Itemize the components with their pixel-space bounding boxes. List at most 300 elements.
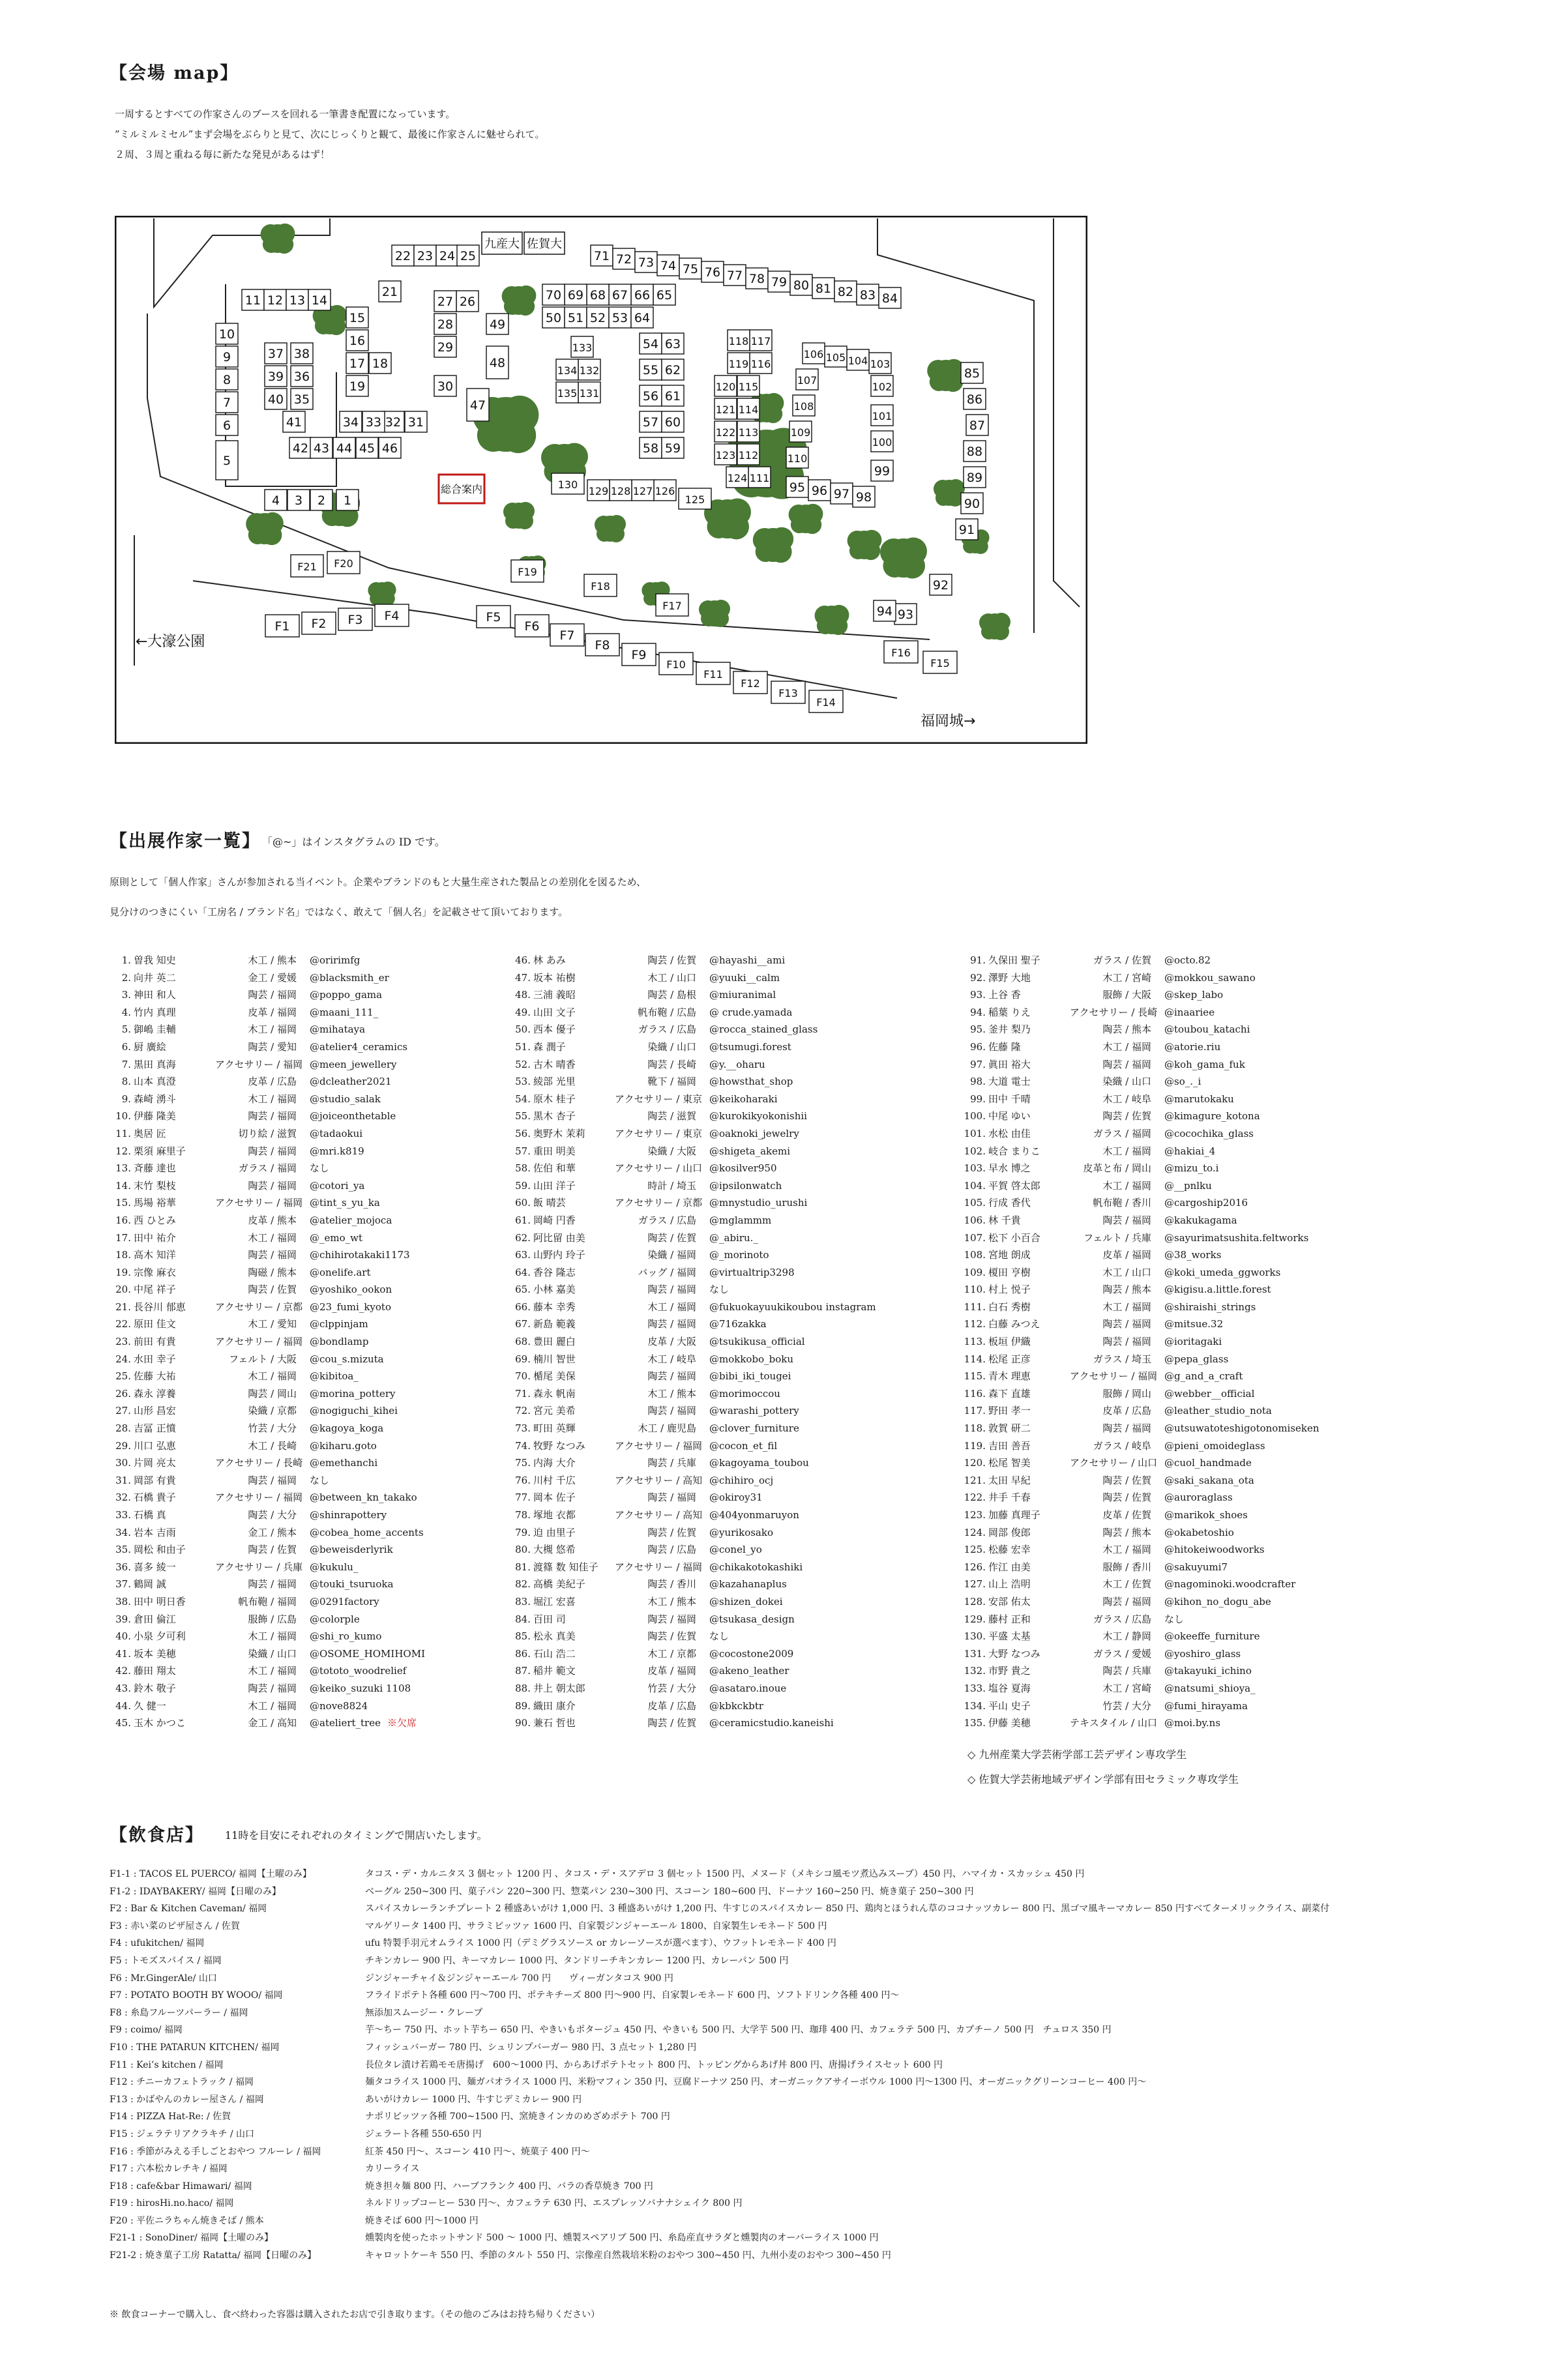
artist-craft: 陶芸 / 佐賀 xyxy=(248,1284,297,1296)
artist-row xyxy=(954,1315,1319,1333)
booth-label: 116 xyxy=(750,358,771,370)
artist-number: 76. xyxy=(515,1474,531,1486)
artist-name: 安部 佑太 xyxy=(988,1595,1031,1608)
artist-craft: 陶芸 / 佐賀 xyxy=(248,1544,297,1556)
artist-name: 森崎 湧斗 xyxy=(134,1093,176,1105)
artist-name: 松永 真美 xyxy=(533,1630,576,1643)
artist-instagram: なし xyxy=(709,1630,729,1643)
artist-name: 織田 康介 xyxy=(533,1699,576,1712)
food-row xyxy=(110,1918,1329,1935)
artist-craft: 金工 / 熊本 xyxy=(248,1526,297,1538)
food-row xyxy=(110,2212,1329,2230)
artist-number: 65. xyxy=(515,1284,531,1296)
artist-craft: 皮革 / 佐賀 xyxy=(1102,1509,1151,1521)
artist-craft: 木工 / 福岡 xyxy=(248,1231,297,1244)
artist-craft: 陶芸 / 熊本 xyxy=(1102,1023,1151,1036)
artist-number: 27. xyxy=(115,1405,131,1417)
artist-number: 89. xyxy=(515,1699,531,1712)
booth-label: 54 xyxy=(642,337,659,351)
booth-label: 51 xyxy=(567,311,584,325)
artist-name: 林 千貴 xyxy=(988,1214,1021,1226)
artist-craft: 木工 / 京都 xyxy=(647,1647,696,1660)
booth-label: 35 xyxy=(293,392,310,407)
artist-craft: アクセサリー / 福岡 xyxy=(615,1439,703,1452)
artist-instagram: @23_fumi_kyoto xyxy=(310,1300,391,1313)
artist-column-3 xyxy=(954,952,1319,1732)
artist-name: 藤本 幸秀 xyxy=(533,1300,576,1313)
artist-row xyxy=(954,1680,1319,1697)
artist-number: 56. xyxy=(515,1127,531,1139)
artist-row xyxy=(503,1073,876,1091)
booth-label: 13 xyxy=(289,293,306,308)
tree-icon xyxy=(764,405,783,424)
artist-row xyxy=(954,1714,1319,1732)
artist-row xyxy=(503,1593,876,1611)
food-heading: 【飲食店】 xyxy=(110,1825,204,1845)
artist-row xyxy=(954,1593,1319,1611)
artist-row xyxy=(954,1143,1319,1160)
artist-row xyxy=(110,952,425,969)
booth-label: F3 xyxy=(347,613,363,627)
artist-instagram: @chikakotokashiki xyxy=(709,1561,803,1573)
artist-craft: 木工 / 愛知 xyxy=(248,1318,297,1330)
artist-craft: アクセサリー / 高知 xyxy=(615,1474,703,1486)
artist-name: 片岡 亮太 xyxy=(134,1457,176,1469)
booth-label: 127 xyxy=(632,485,653,497)
artist-name: 百田 司 xyxy=(533,1613,566,1625)
artist-number: 125. xyxy=(964,1544,986,1556)
booth-label: 135 xyxy=(557,387,578,400)
booth-label: 106 xyxy=(803,348,824,360)
artist-craft: 陶芸 / 福岡 xyxy=(248,1145,297,1157)
food-menu: ufu 特製手羽元オムライス 1000 円（デミグラスソース or カレーソースが選べます）、ウフットレモネード 400 円 xyxy=(365,1938,836,1949)
artist-instagram: @_abiru._ xyxy=(709,1231,758,1244)
artist-name: 山上 浩明 xyxy=(988,1578,1031,1591)
artist-number: 35. xyxy=(115,1544,131,1556)
policy-line: 見分けのつきにくい「工房名 / ブランド名」ではなく、敢えて「個人名」を記載させて頂いております。 xyxy=(110,906,568,918)
artist-name: 坂本 祐樹 xyxy=(533,971,576,984)
tree-icon xyxy=(803,516,822,535)
booth-label: 93 xyxy=(897,608,914,622)
booth-label: 50 xyxy=(545,311,562,325)
absent-mark: ※欠席 xyxy=(387,1717,417,1729)
artist-craft: 陶芸 / 福岡 xyxy=(248,1249,297,1261)
artist-number: 98. xyxy=(970,1076,986,1088)
artist-name: 坂本 美穂 xyxy=(134,1647,176,1660)
artist-number: 3. xyxy=(121,989,131,1001)
artist-name: 塩谷 夏海 xyxy=(988,1682,1031,1694)
booth-label: 34 xyxy=(342,415,359,430)
artist-instagram: @saki_sakana_ota xyxy=(1164,1474,1254,1486)
artist-name: 澤野 大地 xyxy=(988,971,1031,984)
artist-craft: 陶芸 / 滋賀 xyxy=(647,1110,696,1123)
artist-name: 塚地 衣都 xyxy=(533,1509,576,1521)
artist-name: 楠川 智世 xyxy=(533,1353,576,1365)
artist-craft: 木工 / 福岡 xyxy=(248,1370,297,1383)
booth-label: 85 xyxy=(964,366,980,381)
artist-row xyxy=(110,1108,425,1125)
booth-label: 61 xyxy=(664,389,681,404)
artist-craft: 木工 / 熊本 xyxy=(647,1387,696,1400)
artist-row xyxy=(503,1125,876,1143)
artist-instagram: @poppo_gama xyxy=(310,989,383,1001)
artist-row xyxy=(954,1420,1319,1437)
artist-row xyxy=(110,1541,425,1559)
booth-label: 5 xyxy=(222,454,231,468)
artist-craft: 陶芸 / 熊本 xyxy=(1102,1284,1151,1296)
artist-instagram: @nogiguchi_kihei xyxy=(310,1405,398,1417)
artist-craft: 木工 / 福岡 xyxy=(1102,1300,1151,1313)
booth-label: F4 xyxy=(384,609,400,623)
artist-name: 原木 桂子 xyxy=(533,1093,576,1105)
artist-row xyxy=(954,1194,1319,1212)
artist-craft: 陶芸 / 愛知 xyxy=(248,1040,297,1053)
artist-craft: 陶芸 / 兵庫 xyxy=(1102,1665,1151,1677)
artist-row xyxy=(954,1004,1319,1021)
booth-label: 33 xyxy=(365,415,382,430)
artist-row xyxy=(954,1038,1319,1056)
food-vendor: F5 : トモズスパイス / 福岡 xyxy=(110,1955,222,1966)
artist-craft: 陶芸 / 福岡 xyxy=(647,1370,696,1383)
artist-name: 馬場 裕華 xyxy=(134,1197,176,1209)
saga-label: 佐賀大 xyxy=(527,237,562,251)
booth-label: F20 xyxy=(334,557,353,570)
artist-instagram: @tint_s_yu_ka xyxy=(310,1197,380,1209)
booth-label: 62 xyxy=(664,363,681,377)
artist-row xyxy=(954,1021,1319,1038)
artist-instagram: @miuranimal xyxy=(709,989,776,1001)
artist-number: 102. xyxy=(964,1145,986,1157)
artist-craft: 陶芸 / 福岡 xyxy=(647,1491,696,1504)
booth-label: 96 xyxy=(811,484,828,498)
booth-label: 49 xyxy=(489,317,506,332)
artist-number: 42. xyxy=(115,1665,131,1677)
booth-label: 100 xyxy=(872,436,892,448)
food-vendor: F15 : ジェラテリアクラキチ / 山口 xyxy=(110,2128,255,2139)
artist-craft: ガラス / 広島 xyxy=(638,1023,696,1036)
food-row xyxy=(110,2039,1329,2057)
artist-craft: アクセサリー / 福岡 xyxy=(215,1058,303,1070)
food-vendor: F3 : 赤い菜のピザ屋さん / 佐賀 xyxy=(110,1920,240,1932)
food-row xyxy=(110,1952,1329,1970)
artist-instagram: @cargoship2016 xyxy=(1164,1197,1248,1209)
artist-name: 岡崎 円香 xyxy=(533,1214,576,1226)
artist-instagram: @mokkobo_boku xyxy=(709,1353,793,1365)
artist-craft: 陶芸 / 佐賀 xyxy=(1102,1474,1151,1486)
artist-row xyxy=(110,1299,425,1316)
artist-instagram: @kagoyama_toubou xyxy=(709,1457,809,1469)
artist-row xyxy=(503,1437,876,1455)
artist-instagram: @yuuki__calm xyxy=(709,971,780,984)
artist-instagram: @asataro.inoue xyxy=(709,1682,787,1694)
food-row xyxy=(110,2247,1329,2265)
artist-instagram: @cobea_home_accents xyxy=(310,1526,424,1538)
artist-instagram: @chihiro_ocj xyxy=(709,1474,774,1486)
booth-label: F13 xyxy=(778,687,798,699)
booth-label: 101 xyxy=(872,410,892,422)
booth-label: 39 xyxy=(267,370,284,384)
artist-number: 83. xyxy=(515,1595,531,1608)
artist-instagram: @atelier_mojoca xyxy=(310,1214,392,1226)
artist-number: 47. xyxy=(515,971,531,984)
food-menu: キャロットケーキ 550 円、季節のタルト 550 円、宗像産自然栽培米粉のおやつ 300~450 円、九州小麦のおやつ 300~450 円 xyxy=(365,2250,891,2261)
artist-name: 太田 早紀 xyxy=(988,1474,1031,1486)
artist-number: 127. xyxy=(964,1578,986,1591)
artist-name: 岡本 佐子 xyxy=(533,1491,576,1504)
food-menu: 焼きそば 600 円～1000 円 xyxy=(365,2215,479,2226)
booth-label: 57 xyxy=(642,415,659,430)
booth-label: 41 xyxy=(286,415,302,430)
booth-label: F8 xyxy=(595,638,610,653)
tree-icon xyxy=(608,525,625,542)
booth-label: 38 xyxy=(293,347,310,361)
food-row xyxy=(110,1987,1329,2005)
artist-number: 123. xyxy=(964,1509,986,1521)
booth-label: 88 xyxy=(966,445,983,459)
artist-row xyxy=(954,1489,1319,1506)
artist-row xyxy=(503,1143,876,1160)
artist-name: 野田 孝一 xyxy=(988,1405,1031,1417)
artist-number: 87. xyxy=(515,1665,531,1677)
artist-number: 60. xyxy=(515,1197,531,1209)
booth-label: 58 xyxy=(642,441,659,456)
artist-instagram: @leather_studio_nota xyxy=(1164,1405,1272,1417)
venue-map-heading: 【会場 map】 xyxy=(110,63,239,83)
artist-name: 山田 洋子 xyxy=(533,1179,576,1192)
artist-row xyxy=(110,969,425,987)
artist-row xyxy=(503,1177,876,1195)
food-vendor: F21-1 : SonoDiner/ 福岡【土曜のみ】 xyxy=(110,2233,274,2244)
artist-number: 41. xyxy=(115,1647,131,1660)
tree-icon xyxy=(261,525,282,545)
artist-number: 128. xyxy=(964,1595,986,1608)
booth-label: 122 xyxy=(715,426,736,439)
booth-label: F15 xyxy=(930,657,950,669)
artist-column-2 xyxy=(503,952,876,1732)
food-vendor: F16 : 季節がみえる手しごとおやつ フルーレ / 福岡 xyxy=(110,2146,321,2157)
food-row xyxy=(110,2143,1329,2161)
artist-number: 31. xyxy=(115,1474,131,1486)
tree-icon xyxy=(862,542,881,561)
artist-name: 迫 由里子 xyxy=(533,1526,576,1538)
booth-label: F2 xyxy=(311,617,327,631)
artist-row xyxy=(110,1714,425,1732)
booth-label: F17 xyxy=(662,600,682,612)
food-note: 11時を目安にそれぞれのタイミングで開店いたします。 xyxy=(225,1829,488,1842)
intro-line: 一周するとすべての作家さんのブースを回れる一筆書き配置になっています。 xyxy=(115,108,456,120)
tree-icon xyxy=(973,539,988,554)
artist-row xyxy=(954,1091,1319,1108)
artist-craft: 陶芸 / 福岡 xyxy=(248,989,297,1001)
artist-instagram: @dcleather2021 xyxy=(310,1076,392,1088)
artist-name: 牧野 なつみ xyxy=(533,1439,585,1452)
booth-label: 25 xyxy=(460,249,477,263)
booth-label: 111 xyxy=(749,472,770,484)
artist-row xyxy=(110,1229,425,1247)
artist-instagram: @kakukagama xyxy=(1164,1214,1237,1226)
artist-number: 105. xyxy=(964,1197,986,1209)
artist-name: 森永 帆南 xyxy=(533,1387,576,1400)
artist-name: 伊藤 美穂 xyxy=(988,1717,1031,1729)
tree-icon xyxy=(327,317,346,336)
artist-craft: 木工 / 岐阜 xyxy=(647,1353,696,1365)
artist-row xyxy=(110,1056,425,1074)
artist-instagram: @cocon_et_fil xyxy=(709,1439,778,1452)
artist-instagram: @natsumi_shioya_ xyxy=(1164,1682,1256,1694)
artist-name: 田中 祐介 xyxy=(134,1231,176,1244)
artist-number: 107. xyxy=(964,1231,986,1244)
artist-instagram: @pieni_omoideglass xyxy=(1164,1439,1265,1452)
booth-label: 7 xyxy=(222,396,231,410)
booth-label: 89 xyxy=(966,471,983,485)
artist-name: 行成 香代 xyxy=(988,1197,1031,1209)
artist-row xyxy=(954,1351,1319,1368)
artist-number: 30. xyxy=(115,1457,131,1469)
artist-instagram: @morina_pottery xyxy=(310,1387,396,1400)
artist-name: 久 健一 xyxy=(134,1699,166,1712)
artist-number: 58. xyxy=(515,1162,531,1175)
booth-label: 10 xyxy=(218,327,235,342)
artist-instagram: @maani_111_ xyxy=(310,1006,379,1018)
artist-number: 106. xyxy=(964,1214,986,1226)
artist-number: 19. xyxy=(115,1266,131,1278)
artist-name: 堀江 宏喜 xyxy=(533,1595,576,1608)
tree-icon xyxy=(724,514,749,540)
booth-label: 73 xyxy=(638,256,655,270)
info-booth-label: 総合案内 xyxy=(440,483,483,495)
artist-instagram: @sayurimatsushita.feltworks xyxy=(1164,1231,1309,1244)
artist-row xyxy=(110,1593,425,1611)
artist-craft: 陶芸 / 福岡 xyxy=(248,1110,297,1123)
food-list xyxy=(110,1866,1329,2265)
booth-label: 26 xyxy=(459,295,476,309)
artist-craft: 服飾 / 大阪 xyxy=(1102,989,1151,1001)
booth-label: 87 xyxy=(969,419,986,433)
artist-craft: 陶芸 / 福岡 xyxy=(1102,1058,1151,1070)
artist-row xyxy=(110,1143,425,1160)
artist-name: 石橋 貴子 xyxy=(134,1491,176,1504)
artist-name: 稲葉 りえ xyxy=(988,1006,1031,1018)
intro-line: ２周、３周と重ねる毎に新たな発見があるはず！ xyxy=(115,149,331,160)
booth-label: 124 xyxy=(727,472,748,484)
tree-icon xyxy=(770,541,792,563)
artist-instagram: @inaariee xyxy=(1164,1006,1215,1018)
food-menu: タコス・デ・カルニタス 3 個セット 1200 円 、タコス・デ・スアデロ 3 個セット 1500 円、メヌード（メキシコ風モツ煮込みスープ）450 円、ハマイカ・スカッシュ 450 円 xyxy=(365,1869,1085,1879)
artist-instagram: @fumi_hirayama xyxy=(1164,1699,1248,1712)
artist-number: 94. xyxy=(970,1006,986,1018)
artist-name: 早水 博之 xyxy=(988,1162,1031,1175)
artist-name: 飯 晴芸 xyxy=(533,1197,566,1209)
artist-row xyxy=(503,1281,876,1299)
artist-number: 8. xyxy=(121,1076,131,1088)
artist-row xyxy=(503,1038,876,1056)
artist-instagram: @conel_yo xyxy=(709,1544,762,1556)
artist-name: 水松 由佳 xyxy=(988,1127,1031,1139)
food-menu: 無添加スムージー・クレープ xyxy=(365,2007,483,2018)
artist-instagram: @marutokaku xyxy=(1164,1093,1234,1105)
artist-instagram: @utsuwatoteshigotonomiseken xyxy=(1164,1422,1319,1435)
artist-craft: アクセサリー / 高知 xyxy=(615,1509,703,1521)
booth-label: 31 xyxy=(407,415,424,430)
artist-instagram: @koh_gama_fuk xyxy=(1164,1058,1245,1070)
artist-instagram: @okiroy31 xyxy=(709,1491,763,1504)
artist-instagram: @chihirotakaki1173 xyxy=(310,1249,410,1261)
booth-label: 71 xyxy=(593,249,610,263)
artist-instagram: @yurikosako xyxy=(709,1526,773,1538)
booth-label: 27 xyxy=(437,295,454,309)
food-menu: ジンジャーチャイ＆ジンジャーエール 700 円 ヴィーガンタコス 900 円 xyxy=(365,1973,673,1984)
artist-instagram: @akeno_leather xyxy=(709,1665,789,1677)
booth-label: 80 xyxy=(793,278,810,293)
artist-number: 57. xyxy=(515,1145,531,1157)
food-row xyxy=(110,2005,1329,2022)
artist-craft: 木工 / 福岡 xyxy=(248,1630,297,1643)
artist-instagram: @38_works xyxy=(1164,1249,1222,1261)
booth-label: F14 xyxy=(816,696,836,709)
artist-row xyxy=(954,1299,1319,1316)
artist-name: 水田 幸子 xyxy=(134,1353,176,1365)
artist-row xyxy=(110,1489,425,1506)
booth-label: 56 xyxy=(642,389,659,404)
artist-instagram: @ateliert_tree xyxy=(310,1717,381,1729)
food-vendor: F8 : 糸島フルーツパーラー / 福岡 xyxy=(110,2007,248,2018)
artist-craft: 陶芸 / 島根 xyxy=(647,989,696,1001)
artist-number: 40. xyxy=(115,1630,131,1643)
artist-name: 高橋 美紀子 xyxy=(533,1578,585,1591)
booth-label: 78 xyxy=(748,272,765,286)
artist-row xyxy=(503,1385,876,1403)
artist-number: 63. xyxy=(515,1249,531,1261)
artist-number: 134. xyxy=(964,1699,986,1712)
student-group: ◇ 佐賀大学芸術地域デザイン学部有田セラミック専攻学生 xyxy=(967,1773,1239,1785)
artist-number: 117. xyxy=(964,1405,986,1417)
food-vendor: F20 : 平佐ニラちゃん焼きそば / 熊本 xyxy=(110,2215,264,2226)
artist-name: 三浦 義昭 xyxy=(533,989,576,1001)
artist-number: 114. xyxy=(964,1353,986,1365)
artist-name: 松尾 智美 xyxy=(988,1457,1031,1469)
artist-name: 田中 明日香 xyxy=(134,1595,186,1608)
artist-instagram: @keiko_suzuki 1108 xyxy=(310,1682,411,1694)
artist-craft: ガラス / 佐賀 xyxy=(1093,954,1151,966)
artist-number: 80. xyxy=(515,1544,531,1556)
artist-craft: 時計 / 埼玉 xyxy=(647,1179,696,1192)
booth-label: 11 xyxy=(244,293,261,308)
artist-name: 加藤 真理子 xyxy=(988,1509,1040,1521)
artist-row xyxy=(110,1385,425,1403)
artist-row xyxy=(954,1177,1319,1195)
artist-instagram: @colorple xyxy=(310,1613,360,1625)
booth-label: 23 xyxy=(417,249,434,263)
artist-craft: 木工 / 福岡 xyxy=(248,1023,297,1036)
artist-craft: 陶芸 / 福岡 xyxy=(1102,1214,1151,1226)
artist-name: 小林 嘉美 xyxy=(533,1284,576,1296)
artist-name: 厨 廣絵 xyxy=(134,1040,166,1053)
artist-name: 宮地 朗成 xyxy=(988,1249,1031,1261)
artist-craft: ガラス / 岐阜 xyxy=(1093,1439,1151,1452)
artist-number: 77. xyxy=(515,1491,531,1504)
food-vendor: F19 : hirosHi.no.haco/ 福岡 xyxy=(110,2198,234,2209)
artist-number: 70. xyxy=(515,1370,531,1383)
artist-name: 西 ひとみ xyxy=(134,1214,176,1226)
food-menu: 紅茶 450 円～、スコーン 410 円～、焼菓子 400 円～ xyxy=(365,2146,590,2157)
booth-label: 130 xyxy=(557,478,578,491)
artist-instagram: @bondlamp xyxy=(310,1336,369,1348)
artist-instagram: @hayashi__ami xyxy=(709,954,786,966)
booth-label: 109 xyxy=(790,426,811,439)
artist-number: 1. xyxy=(121,954,131,966)
artist-number: 7. xyxy=(121,1058,131,1070)
artist-craft: 木工 / 静岡 xyxy=(1102,1630,1151,1643)
